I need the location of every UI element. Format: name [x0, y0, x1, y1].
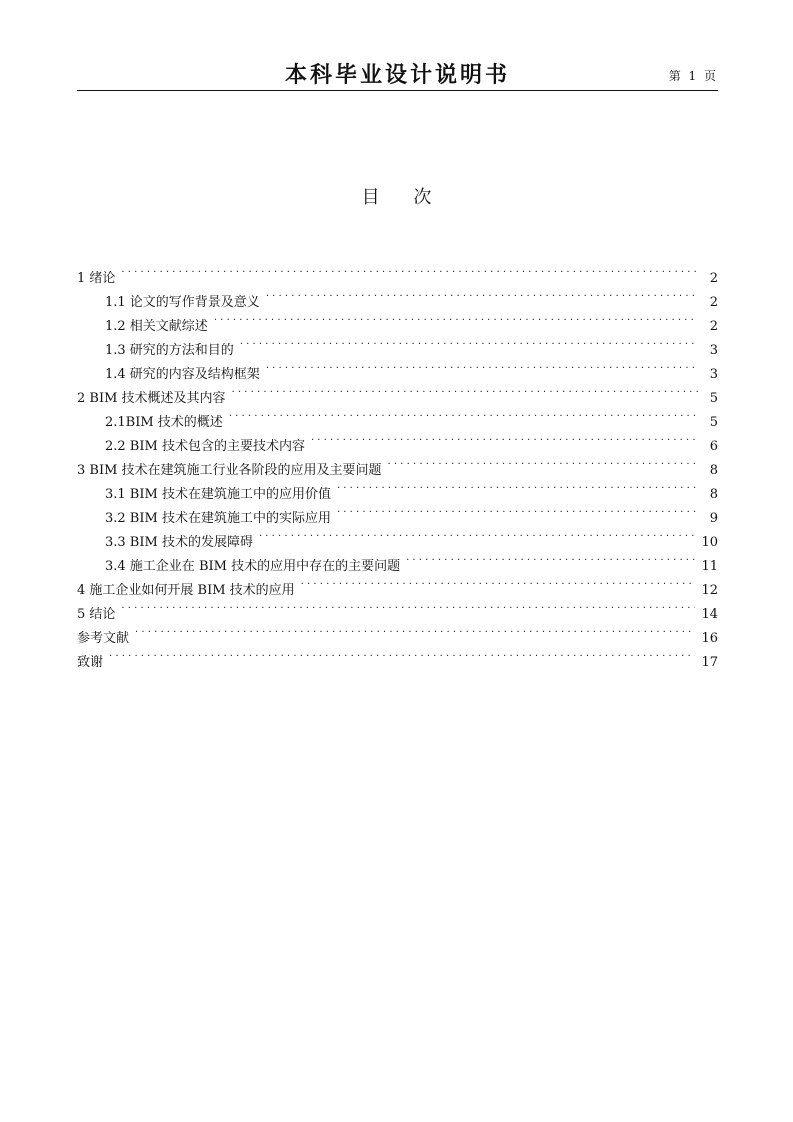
toc-dot-leader: [214, 306, 698, 330]
toc-dot-leader: [121, 258, 698, 282]
toc-entry-label: 参考文献: [77, 631, 130, 646]
toc-entry[interactable]: [77, 594, 718, 622]
toc-entry-page: 11: [701, 559, 718, 574]
toc-entry-label: 1.4 研究的内容及结构框架: [105, 367, 260, 382]
toc-dot-leader: [266, 282, 698, 306]
toc-dot-leader: [337, 498, 698, 522]
toc-entry-label: 1.2 相关文献综述: [105, 319, 208, 334]
toc-entry-page: 5: [709, 415, 718, 430]
toc-dot-leader: [311, 426, 698, 450]
toc-entry-label: 3.1 BIM 技术在建筑施工中的应用价值: [105, 487, 331, 502]
table-of-contents: [77, 258, 718, 670]
toc-entry-label: 1.3 研究的方法和目的: [105, 343, 234, 358]
toc-entry-page: 3: [709, 343, 718, 358]
toc-entry-label: 3.2 BIM 技术在建筑施工中的实际应用: [105, 511, 331, 526]
toc-entry[interactable]: [77, 282, 718, 310]
toc-dot-leader: [406, 546, 695, 570]
toc-entry-page: 2: [709, 295, 718, 310]
toc-dot-leader: [135, 618, 695, 642]
toc-heading: 目 次: [361, 187, 432, 208]
toc-entry-label: 2.2 BIM 技术包含的主要技术内容: [105, 439, 305, 454]
toc-entry-page: 8: [709, 463, 718, 478]
toc-entry-page: 2: [709, 319, 718, 334]
toc-entry-page: 12: [701, 583, 718, 598]
toc-entry-page: 14: [701, 607, 718, 622]
toc-entry-label: 1.1 论文的写作背景及意义: [105, 295, 260, 310]
toc-entry[interactable]: [77, 258, 718, 286]
toc-dot-leader: [259, 522, 696, 546]
toc-entry-page: 2: [709, 271, 718, 286]
toc-entry-page: 8: [709, 487, 718, 502]
toc-dot-leader: [266, 354, 698, 378]
toc-entry[interactable]: [77, 618, 718, 646]
toc-dot-leader: [337, 474, 698, 498]
toc-entry-label: 4 施工企业如何开展 BIM 技术的应用: [77, 583, 295, 598]
toc-dot-leader: [388, 450, 698, 474]
toc-dot-leader: [109, 642, 695, 666]
toc-entry-label: 3.4 施工企业在 BIM 技术的应用中存在的主要问题: [105, 559, 401, 574]
document-title: 本科毕业设计说明书: [284, 63, 510, 88]
toc-entry-page: 9: [709, 511, 718, 526]
toc-dot-leader: [229, 402, 698, 426]
toc-entry-label: 2 BIM 技术概述及其内容: [77, 391, 226, 406]
page-header: [77, 54, 718, 91]
toc-entry-page: 10: [701, 535, 718, 550]
toc-dot-leader: [121, 594, 695, 618]
toc-dot-leader: [240, 330, 698, 354]
toc-entry-label: 5 结论: [77, 607, 116, 622]
page-number: 第 1 页: [668, 69, 718, 83]
toc-dot-leader: [232, 378, 698, 402]
toc-entry-page: 17: [701, 655, 718, 670]
toc-entry-label: 2.1BIM 技术的概述: [105, 415, 223, 430]
toc-entry[interactable]: [77, 642, 718, 670]
toc-entry-page: 5: [709, 391, 718, 406]
toc-entry-label: 1 绪论: [77, 271, 116, 286]
toc-dot-leader: [301, 570, 696, 594]
toc-entry-page: 16: [701, 631, 718, 646]
toc-entry-page: 6: [709, 439, 718, 454]
toc-entry-label: 3 BIM 技术在建筑施工行业各阶段的应用及主要问题: [77, 463, 382, 478]
toc-entry-label: 3.3 BIM 技术的发展障碍: [105, 535, 253, 550]
toc-entry-label: 致谢: [77, 655, 104, 670]
toc-entry-page: 3: [709, 367, 718, 382]
